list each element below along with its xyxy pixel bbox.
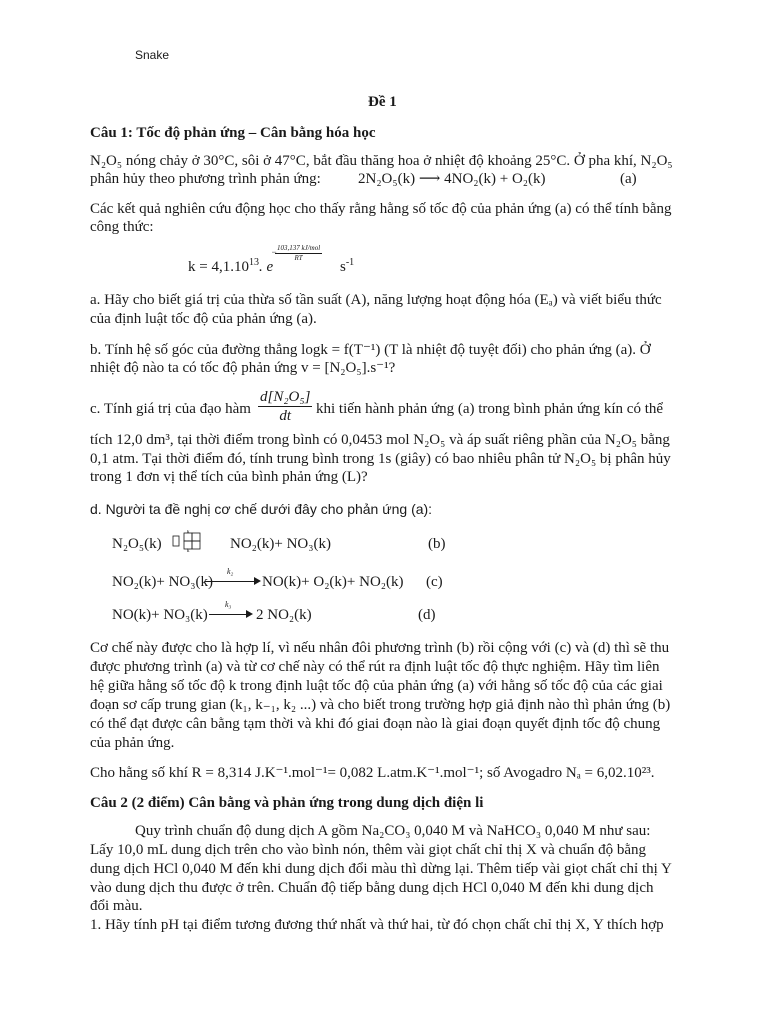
part-d-line-1: d. Người ta đề nghị cơ chế dưới đây cho phản ứng (a): xyxy=(90,501,433,517)
explanation-line-6: của phản ứng. xyxy=(90,735,175,751)
author-header: Snake xyxy=(135,48,170,62)
formula-unit-s: s xyxy=(340,259,346,275)
part-b-line-2: nhiệt độ nào ta có tốc độ phản ứng v = [N₂O₅].s⁻¹? xyxy=(90,360,396,376)
derivative-numerator: d[N₂O₅] xyxy=(260,389,311,405)
mechanism-b-right: NO₂(k)+ NO₃(k) xyxy=(230,536,331,552)
question-2-heading: Câu 2 (2 điểm) Cân bằng và phản ứng trong dung dịch điện li xyxy=(90,795,484,811)
explanation-line-4: đoạn sơ cấp trung gian (k₁, k₋₁, k₂ ...) và cho biết trong trường hợp giả định nào thì phản ứng (b) xyxy=(90,697,671,713)
constants-line: Cho hằng số khí R = 8,314 J.K⁻¹.mol⁻¹= 0,082 L.atm.K⁻¹.mol⁻¹; số Avogadro Nₐ = 6,02.10²³. xyxy=(90,765,655,781)
part-c-line-4: trong 1 đơn vị thể tích của bình phản ứng (L)? xyxy=(90,469,368,485)
explanation-line-3: hệ giữa hằng số tốc độ k trong định luật tốc độ của phản ứng (a) với hằng số tốc độ của các giai xyxy=(90,678,663,694)
mechanism-d-rate-constant: k₃ xyxy=(225,600,232,609)
explanation-line-2: được phương trình (a) và từ cơ chế này có thể rút ra định luật tốc độ thực nghiệm. Hãy tìm liên xyxy=(90,659,660,675)
mechanism-c-left: NO₂(k)+ NO₃(k) xyxy=(112,574,213,590)
part-b-line-1: b. Tính hệ số góc của đường thẳng logk = f(T⁻¹) (T là nhiệt độ tuyệt đối) cho phản ứng (a). Ở xyxy=(90,342,651,358)
reaction-arrow-icon xyxy=(209,600,253,620)
exponent-numerator: 103,137 kJ/mol xyxy=(277,244,321,252)
exponent-denominator: RT xyxy=(294,254,303,262)
mechanism-b-tag: (b) xyxy=(428,536,446,552)
part-a-line-2: của định luật tốc độ của phản ứng (a). xyxy=(90,311,317,327)
part-c-text-b: khi tiến hành phản ứng (a) trong bình phản ứng kín có thể xyxy=(316,401,664,417)
rate-constant-formula xyxy=(188,258,273,276)
formula-k-exponent: 13 xyxy=(248,257,259,268)
q2-line-4: vào dung dịch thu được ở trên. Chuẩn độ tiếp bằng dung dịch HCl 0,040 M đến khi dung dịch xyxy=(90,880,654,896)
explanation-line-5: có thể đạt được cân bằng tạm thời và khi đó giai đoạn nào là giai đoạn quyết định tốc độ chung xyxy=(90,716,661,732)
q1-intro-text: phân hủy theo phương trình phản ứng: xyxy=(90,171,321,187)
formula-e: . e xyxy=(258,259,274,275)
svg-text:k: k xyxy=(187,530,190,535)
reaction-a-tag: (a) xyxy=(620,171,637,187)
derivative-fraction xyxy=(258,388,312,425)
part-a-line-1: a. Hãy cho biết giá trị của thừa số tần suất (A), năng lượng hoạt động hóa (Eₐ) và viết biểu thức xyxy=(90,292,662,308)
mechanism-c-tag: (c) xyxy=(426,574,443,590)
mechanism-c-rate-constant: k₂ xyxy=(227,567,234,576)
q1-kinetics-line-1: Các kết quả nghiên cứu động học cho thấy rằng hằng số tốc độ của phản ứng (a) có thể tính bằng xyxy=(90,201,672,217)
part-c-text-a: c. Tính giá trị của đạo hàm xyxy=(90,401,251,417)
mechanism-d-left: NO(k)+ NO₃(k) xyxy=(112,607,208,623)
mechanism-d-tag: (d) xyxy=(418,607,436,623)
q2-line-2: Lấy 10,0 mL dung dịch trên cho vào bình nón, thêm vài giọt chất chỉ thị X và chuẩn độ bằng xyxy=(90,842,646,858)
q1-intro-line-1: N₂O₅ nóng chảy ở 30°C, sôi ở 47°C, bắt đầu thăng hoa ở nhiệt độ khoảng 25°C. Ở pha khí, N₂O₅ xyxy=(90,153,673,169)
q1-intro-line-2 xyxy=(90,170,637,188)
reaction-arrow-icon xyxy=(205,567,261,587)
mechanism-d-right: 2 NO₂(k) xyxy=(256,607,312,623)
part-c-line-1 xyxy=(90,400,251,418)
mechanism-c-right: NO(k)+ O₂(k)+ NO₂(k) xyxy=(262,574,404,590)
question-1-heading: Câu 1: Tốc độ phản ứng – Cân bằng hóa học xyxy=(90,125,376,141)
part-c-line-2: tích 12,0 dm³, tại thời điểm trong bình có 0,0453 mol N₂O₅ và áp suất riêng phần của N₂O₅ bằng xyxy=(90,432,670,448)
q2-line-3: dung dịch HCl 0,040 M đến khi dung dịch đổi màu thì dừng lại. Thêm tiếp vài giọt chất chỉ thị Y xyxy=(90,861,672,877)
derivative-denominator: dt xyxy=(279,408,292,424)
formula-k: k = 4,1.10 xyxy=(188,259,249,275)
exponent-fraction: − 103,137 kJ/mol RT xyxy=(271,244,321,262)
reaction-a-equation: 2N₂O₅(k) ⟶ 4NO₂(k) + O₂(k) xyxy=(358,171,546,187)
q2-line-1: Quy trình chuẩn độ dung dịch A gồm Na₂CO₃ 0,040 M và NaHCO₃ 0,040 M như sau: xyxy=(135,823,651,839)
mechanism-b-left: N₂O₅(k) xyxy=(112,536,162,552)
q2-line-5: đổi màu. xyxy=(90,898,143,914)
formula-unit xyxy=(340,258,354,276)
q1-kinetics-line-2: công thức: xyxy=(90,219,154,235)
equilibrium-arrow-icon xyxy=(172,530,208,552)
formula-unit-exponent: -1 xyxy=(345,257,355,268)
q2-line-6: 1. Hãy tính pH tại điểm tương đương thứ nhất và thứ hai, từ đó chọn chất chỉ thị X, Y thích hợp xyxy=(90,917,664,933)
part-c-line-3: 0,1 atm. Tại thời điểm đó, tính trung bình trong 1s (giây) có bao nhiêu phân tử N₂O₅ bị phân hủy xyxy=(90,451,671,467)
explanation-line-1: Cơ chế này được cho là hợp lí, vì nếu nhân đôi phương trình (b) rồi cộng với (c) và (d) thì sẽ thu xyxy=(90,640,670,656)
svg-text:k: k xyxy=(187,549,190,552)
exam-title: Đề 1 xyxy=(368,94,397,110)
